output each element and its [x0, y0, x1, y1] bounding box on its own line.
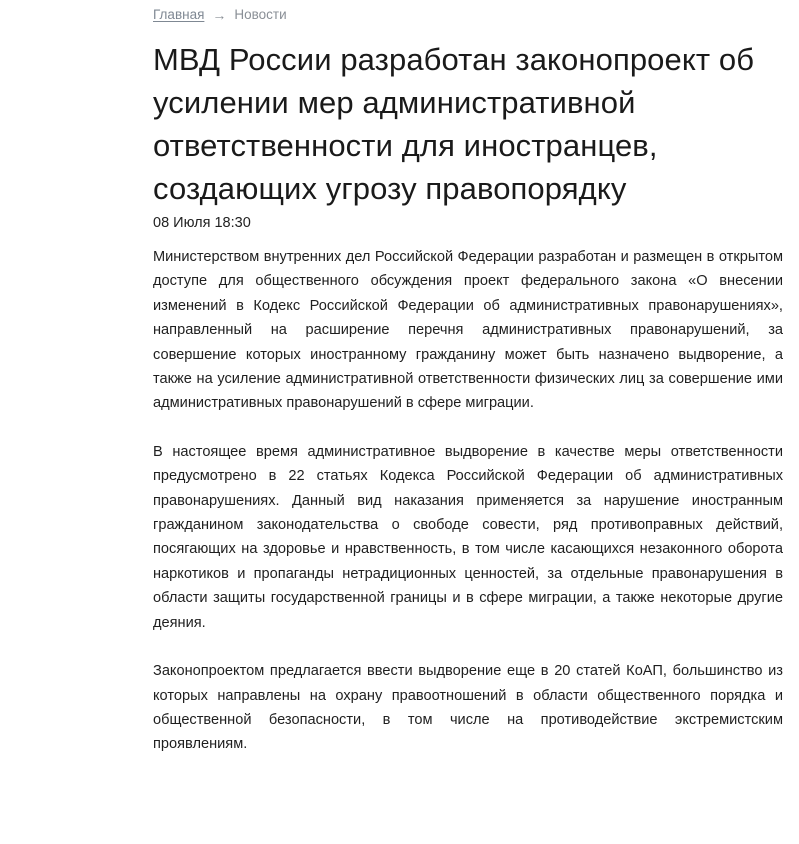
article-paragraph: В настоящее время административное выдворение в качестве меры ответственности предусмотрено в 22 статьях Кодекса Российской Федерации об административных правонарушениях. Данный вид наказания применяется за нарушение иностранным гражданином законодательства о свободе совести, ряд противоправных действий, посягающих на здоровье и нравственность, в том числе касающихся незаконного оборота наркотиков и пропаганды нетрадиционных ценностей, за отдельные правонарушения в области защиты государственной границы и в сфере миграции, а также некоторые другие деяния.	[153, 443, 783, 631]
article-date: 08 Июля 18:30	[153, 215, 251, 231]
article-title: МВД России разработан законопроект об усилении мер административной ответственности для иностранцев, создающих угрозу правопорядку	[153, 42, 755, 206]
news-article	[153, 0, 783, 757]
article-paragraph: Законопроектом предлагается ввести выдворение еще в 20 статей КоАП, большинство из которых направлены на охрану правоотношений в области общественного порядка и общественной безопасности, в том числе на противодействие экстремистским проявлениям.	[153, 663, 783, 753]
arrow-right-icon: →	[212, 7, 227, 23]
breadcrumb	[153, 6, 783, 24]
article-paragraph: Министерством внутренних дел Российской Федерации разработан и размещен в открытом доступе для общественного обсуждения проект федерального закона «О внесении изменений в Кодекс Российской Федерации об административных правонарушениях», направленный на расширение перечня административных правонарушений, за совершение которых иностранному гражданину может быть назначено выдворение, а также на усиление административной ответственности физических лиц за совершение ими административных правонарушений в сфере миграции.	[153, 249, 783, 412]
breadcrumb-home-link[interactable]: Главная	[153, 7, 205, 22]
breadcrumb-current: Новости	[234, 7, 287, 22]
